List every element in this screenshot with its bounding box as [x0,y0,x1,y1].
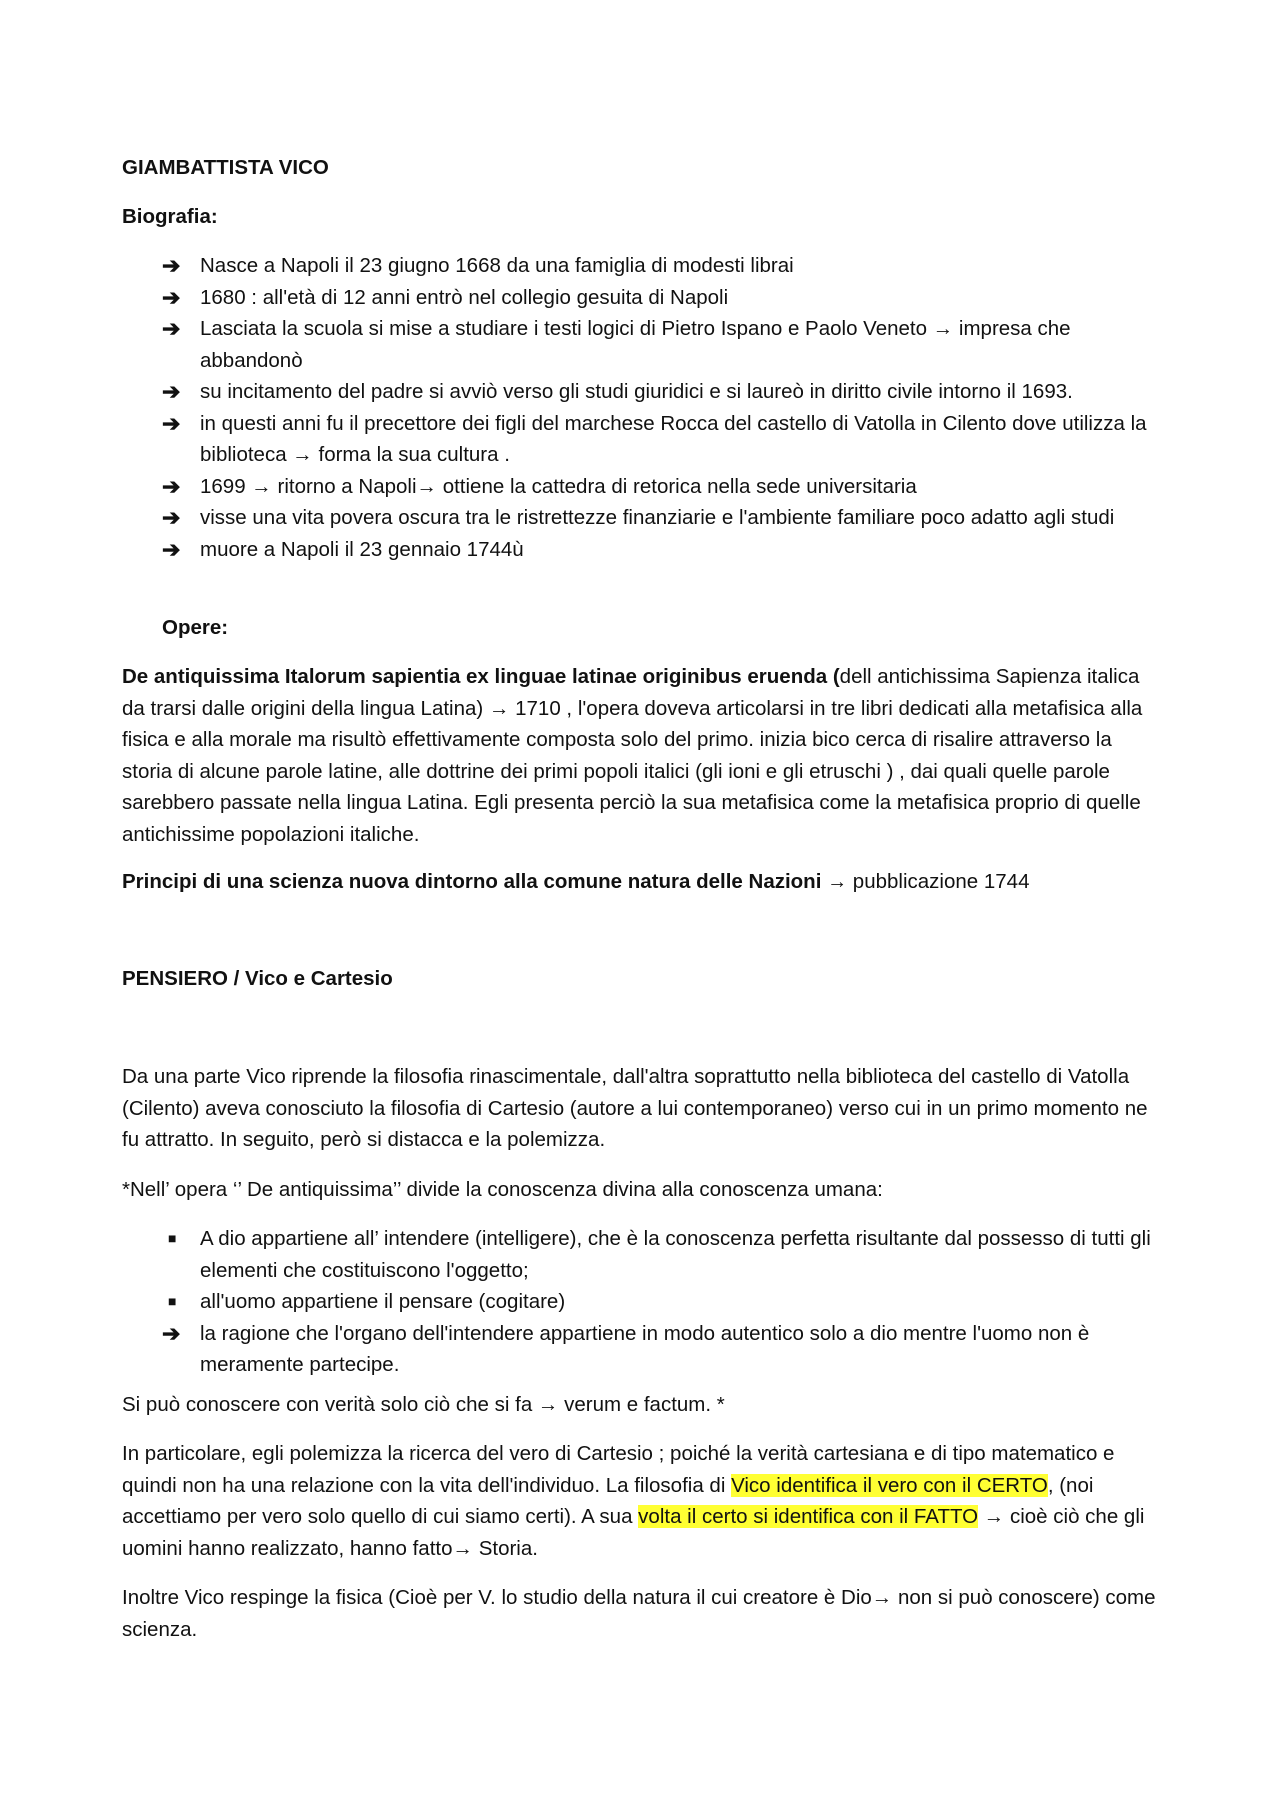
list-item: ➔ su incitamento del padre si avviò verso gli studi giuridici e si laureò in diritto civile intorno il 1693. [162,376,1167,408]
work-title-1: De antiquissima Italorum sapientia ex linguae latinae originibus eruenda ( [122,665,840,688]
list-item: ➔ la ragione che l'organo dell'intendere appartiene in modo autentico solo a dio mentre l'uomo non è meramente partecipe. [162,1318,1167,1381]
arrow-bullet-icon: ➔ [162,536,181,562]
arrow-bullet-icon: ➔ [162,379,181,404]
work-title-2: Principi di una scienza nuova dintorno alla comune natura delle Nazioni [122,870,822,893]
thought-paragraph-3: Si può conoscere con verità solo ciò che si fa → verum e factum. * [122,1393,725,1416]
highlighted-text: volta il certo si identifica con il FATTO [638,1505,979,1528]
thought-paragraph-5: Inoltre Vico respinge la fisica (Cioè per V. lo studio della natura il cui creatore è Dio→ non si può conoscere) come scienza. [122,1586,1156,1641]
thought-paragraph-2: *Nell’ opera ‘’ De antiquissima’’ divide la conoscenza divina alla conoscenza umana: [122,1178,883,1201]
list-item: ➔ 1680 : all'età di 12 anni entrò nel collegio gesuita di Napoli [162,282,1167,314]
arrow-bullet-icon: ➔ [162,284,181,310]
list-item: ➔ in questi anni fu il precettore dei figli del marchese Rocca del castello di Vatolla in Cilento dove utilizza la biblioteca → forma la sua cultura . [162,408,1167,471]
arrow-icon: → [827,871,848,893]
biography-heading: Biografia: [122,205,218,228]
list-item: ■ all'uomo appartiene il pensare (cogitare) [162,1286,1167,1318]
document-title: GIAMBATTISTA VICO [122,156,329,179]
work-body-2: pubblicazione 1744 [847,870,1030,893]
list-item: ➔ Nasce a Napoli il 23 giugno 1668 da una famiglia di modesti librai [162,250,1167,282]
square-bullet-icon: ■ [168,1230,177,1246]
arrow-bullet-icon: ➔ [162,410,181,436]
square-bullet-icon: ■ [168,1293,177,1309]
thought-list [162,1223,1167,1381]
arrow-bullet-icon: ➔ [162,316,181,341]
list-item: ➔ visse una vita povera oscura tra le ristrettezze finanziarie e l'ambiente familiare poco adatto agli studi [162,502,1167,534]
thought-paragraph-1: Da una parte Vico riprende la filosofia rinascimentale, dall'altra soprattutto nella biblioteca del castello di Vatolla (Cilento) aveva conosciuto la filosofia di Cartesio (autore a lui contemporaneo) verso cui in un primo momento ne fu attratto. In seguito, però si distacca e la polemizza. [122,1065,1148,1151]
thought-heading: PENSIERO / Vico e Cartesio [122,967,393,990]
work-paragraph-2 [122,866,1167,899]
arrow-bullet-icon: ➔ [162,505,181,530]
biography-list [162,250,1167,565]
list-item: ➔ muore a Napoli il 23 gennaio 1744ù [162,534,1167,566]
work-paragraph-1 [122,661,1167,850]
works-heading: Opere: [162,616,229,639]
list-item: ■ A dio appartiene all’ intendere (intelligere), che è la conoscenza perfetta risultante dal possesso di tutti gli elementi che costituiscono l'oggetto; [162,1223,1167,1286]
thought-paragraph-4: In particolare, egli polemizza la ricerca del vero di Cartesio ; poiché la verità cartesiana e di tipo matematico e quindi non ha una relazione con la vita dell'individuo. La filosofia di Vico identifica il vero con il CERTO, (noi accettiamo per vero solo quello di cui siamo certi). A sua volta il certo si identifica con il FATTO → cioè ciò che gli uomini hanno realizzato, hanno fatto→ Storia. [122,1442,1145,1560]
arrow-bullet-icon: ➔ [162,1320,181,1346]
work-body-1: dell antichissima Sapienza italica da trarsi dalle origini della lingua Latina) → 1710 , l'opera doveva articolarsi in tre libri dedicati alla metafisica alla fisica e alla morale ma risultò effettivamente composta solo del primo. inizia bico cerca di risalire attraverso la storia di alcune parole latine, alle dottrine dei primi popoli italici (gli ioni e gli etruschi ) , dai quali quelle parole sarebbero passate nella lingua Latina. Egli presenta perciò la sua metafisica come la metafisica proprio di quelle antichissime popolazioni italiche. [122,665,1143,846]
arrow-bullet-icon: ➔ [162,473,181,499]
list-item: ➔ 1699 → ritorno a Napoli→ ottiene la cattedra di retorica nella sede universitaria [162,471,1167,503]
arrow-bullet-icon: ➔ [162,253,181,278]
highlighted-text: Vico identifica il vero con il CERTO [731,1473,1048,1497]
list-item: ➔ Lasciata la scuola si mise a studiare i testi logici di Pietro Ispano e Paolo Veneto → impresa che abbandonò [162,313,1167,376]
